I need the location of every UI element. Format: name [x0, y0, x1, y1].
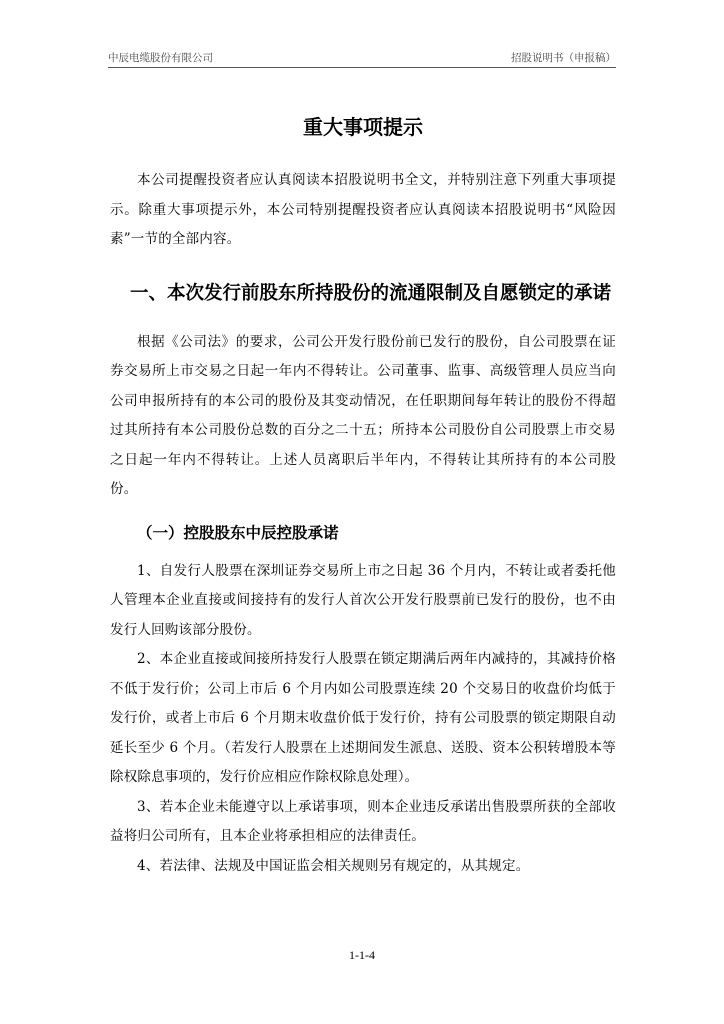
- commitment-item-3: 3、若本企业未能遵守以上承诺事项，则本企业违反承诺出售股票所获的全部收益将归公司所有，且本企业将承担相应的法律责任。: [110, 798, 616, 844]
- section-1-heading: 一、本次发行前股东所持股份的流通限制及自愿锁定的承诺: [130, 282, 612, 304]
- commitment-item-1: 1、自发行人股票在深圳证券交易所上市之日起 36 个月内，不转让或者委托他人管理本企业直接或间接持有的发行人首次公开发行股票前已发行的股份，也不由发行人回购该部分股份。: [110, 562, 616, 638]
- commitment-item-2: 2、本企业直接或间接所持发行人股票在锁定期满后两年内减持的，其减持价格不低于发行价；公司上市后 6 个月内如公司股票连续 20 个交易日的收盘价均低于发行价，或者上市后 6 个月期末收盘价低于发行价，持有公司股票的锁定期限自动延长至少 6 个月。（若发行人股票在上述期间发生派息、送股、资本公积转增股本等除权除息事项的，发行价应相应作除权除息处理）。: [110, 651, 616, 785]
- header-company: 中辰电缆股份有限公司: [108, 52, 213, 64]
- header-doc-type: 招股说明书（申报稿）: [511, 52, 616, 64]
- page-content: [110, 106, 616, 881]
- page-title: 重大事项提示: [303, 115, 423, 139]
- page-header: [108, 50, 616, 66]
- section-1-paragraph: 根据《公司法》的要求，公司公开发行股份前已发行的股份，自公司股票在证券交易所上市交易之日起一年内不得转让。公司董事、监事、高级管理人员应当向公司申报所持有的本公司的股份及其变动情况，在任职期间每年转让的股份不得超过其所持有本公司股份总数的百分之二十五；所持本公司股份自公司股票上市交易之日起一年内不得转让。上述人员离职后半年内，不得转让其所持有的本公司股份。: [110, 333, 616, 497]
- subsection-1-heading: （一）控股股东中辰控股承诺: [137, 523, 339, 542]
- commitment-item-4: 4、若法律、法规及中国证监会相关规则另有规定的，从其规定。: [137, 857, 530, 874]
- header-divider: [108, 67, 616, 68]
- page-number: 1-1-4: [349, 948, 375, 962]
- intro-paragraph: 本公司提醒投资者应认真阅读本招股说明书全文，并特别注意下列重大事项提示。除重大事项提示外，本公司特别提醒投资者应认真阅读本招股说明书“风险因素”一节的全部内容。: [110, 172, 616, 247]
